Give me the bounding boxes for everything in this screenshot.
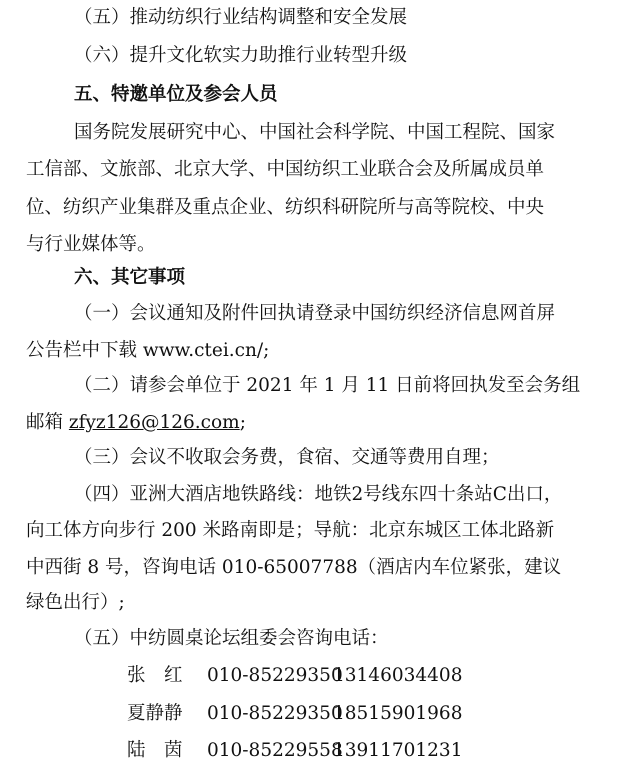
item-6-4-line-3: 中西街 8 号，咨询电话 010-65007788（酒店内车位紧张，建议 [26, 557, 562, 578]
item-6-2-line-1: （二）请参会单位于 2021 年 1 月 11 日前将回执发至会务组 [74, 375, 581, 396]
item-6-1-line-2: 公告栏中下载 www.ctei.cn/; [26, 340, 270, 361]
item-6-4-line-1: （四）亚洲大酒店地铁路线：地铁2号线东四十条站C出口， [74, 484, 563, 505]
item-6-2-line-2 [26, 411, 246, 435]
contact-tel: 010-85229350 [207, 703, 343, 724]
contact-mobile: 18515901968 [333, 703, 463, 724]
section-5-heading: 五、特邀单位及参会人员 [74, 84, 278, 105]
contact-name: 陆 茵 [127, 740, 183, 761]
item-6: （六）提升文化软实力助推行业转型升级 [74, 45, 408, 66]
section-5-line-1: 国务院发展研究中心、中国社会科学院、中国工程院、国家 [74, 122, 556, 143]
email-suffix: ; [239, 412, 246, 433]
contact-mobile: 13146034408 [333, 665, 463, 686]
section-5-line-3: 位、纺织产业集群及重点企业、纺织科研院所与高等院校、中央 [26, 197, 545, 218]
contact-name: 张 红 [127, 665, 183, 686]
item-6-5: （五）中纺圆桌论坛组委会咨询电话： [74, 628, 389, 649]
contact-tel: 010-85229350 [207, 665, 343, 686]
email-label: 邮箱 [26, 412, 69, 433]
item-5: （五）推动纺织行业结构调整和安全发展 [74, 7, 408, 28]
section-5-line-4: 与行业媒体等。 [26, 234, 156, 255]
contact-name: 夏静静 [127, 703, 183, 724]
section-6-heading: 六、其它事项 [74, 267, 186, 288]
contact-row [127, 664, 462, 688]
contact-row [127, 739, 462, 763]
item-6-4-line-4: 绿色出行）; [26, 592, 125, 613]
item-6-3: （三）会议不收取会务费，食宿、交通等费用自理； [74, 447, 500, 468]
item-6-1-line-1: （一）会议通知及附件回执请登录中国纺织经济信息网首屏 [74, 303, 556, 324]
section-5-line-2: 工信部、文旅部、北京大学、中国纺织工业联合会及所属成员单 [26, 159, 545, 180]
contact-tel: 010-85229558 [207, 740, 343, 761]
contact-mobile: 13911701231 [333, 740, 463, 761]
item-6-4-line-2: 向工体方向步行 200 米路南即是；导航：北京东城区工体北路新 [26, 520, 555, 541]
contact-row [127, 702, 462, 726]
email-link[interactable]: zfyz126@126.com [68, 412, 240, 433]
